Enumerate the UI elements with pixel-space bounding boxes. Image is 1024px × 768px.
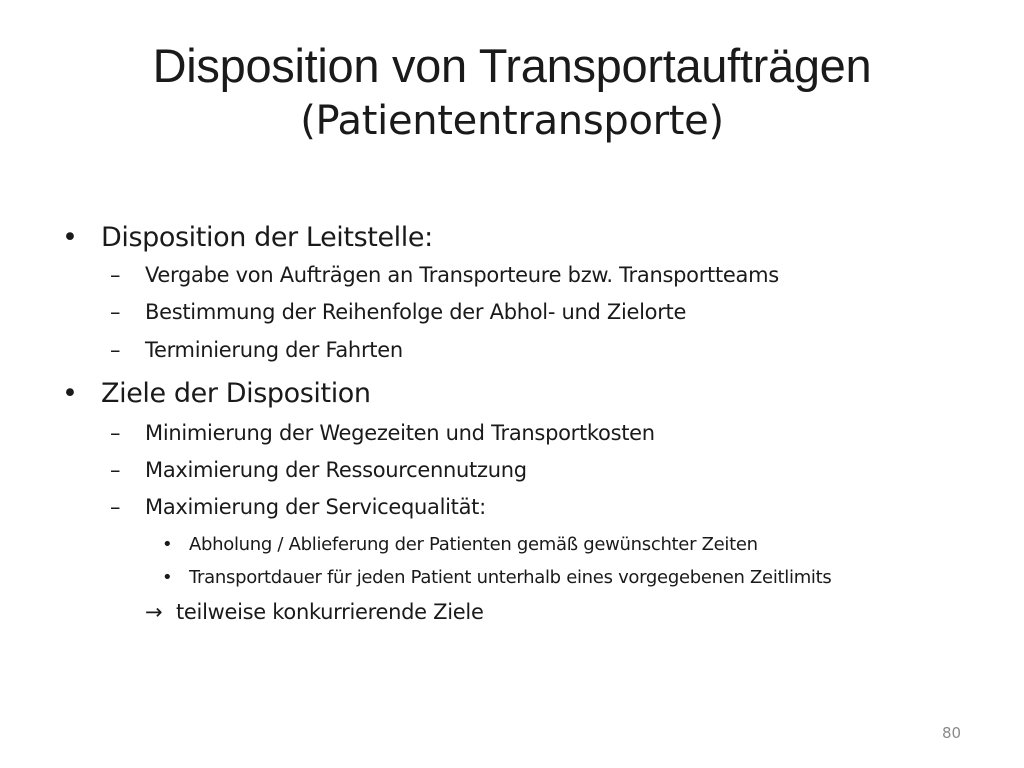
dash-icon: – (110, 338, 121, 362)
sub-list-item: Abholung / Ablieferung der Patienten gemäß gewünschter Zeiten (189, 534, 758, 555)
bullet-icon: • (162, 534, 173, 555)
sub-list-item: Transportdauer für jeden Patient unterhalb eines vorgegebenen Zeitlimits (189, 567, 832, 588)
list-item: Bestimmung der Reihenfolge der Abhol- und Zielorte (145, 300, 687, 324)
dash-icon: – (110, 263, 121, 287)
page-number: 80 (942, 724, 962, 742)
list-item: Maximierung der Servicequalität: (145, 495, 486, 519)
dash-icon: – (110, 300, 121, 324)
list-item: Maximierung der Ressourcennutzung (145, 458, 527, 482)
conclusion-text: teilweise konkurrierende Ziele (176, 600, 484, 624)
dash-icon: – (110, 495, 121, 519)
bullet-icon: • (62, 222, 78, 253)
bullet-icon: • (162, 567, 173, 588)
dash-icon: – (110, 421, 121, 445)
title-main: Disposition von Transportaufträgen (152, 39, 872, 92)
arrow-right-icon: → (145, 600, 163, 624)
dash-icon: – (110, 458, 121, 482)
list-item: Vergabe von Aufträgen an Transporteure bzw. Transportteams (145, 263, 779, 287)
title-subtitle: (Patiententransporte) (300, 98, 724, 144)
list-item: Minimierung der Wegezeiten und Transportkosten (145, 421, 655, 445)
list-item: Terminierung der Fahrten (145, 338, 403, 362)
bullet-icon: • (62, 378, 78, 409)
section-heading-leitstelle: Disposition der Leitstelle: (101, 222, 433, 253)
section-heading-ziele: Ziele der Disposition (101, 378, 371, 409)
